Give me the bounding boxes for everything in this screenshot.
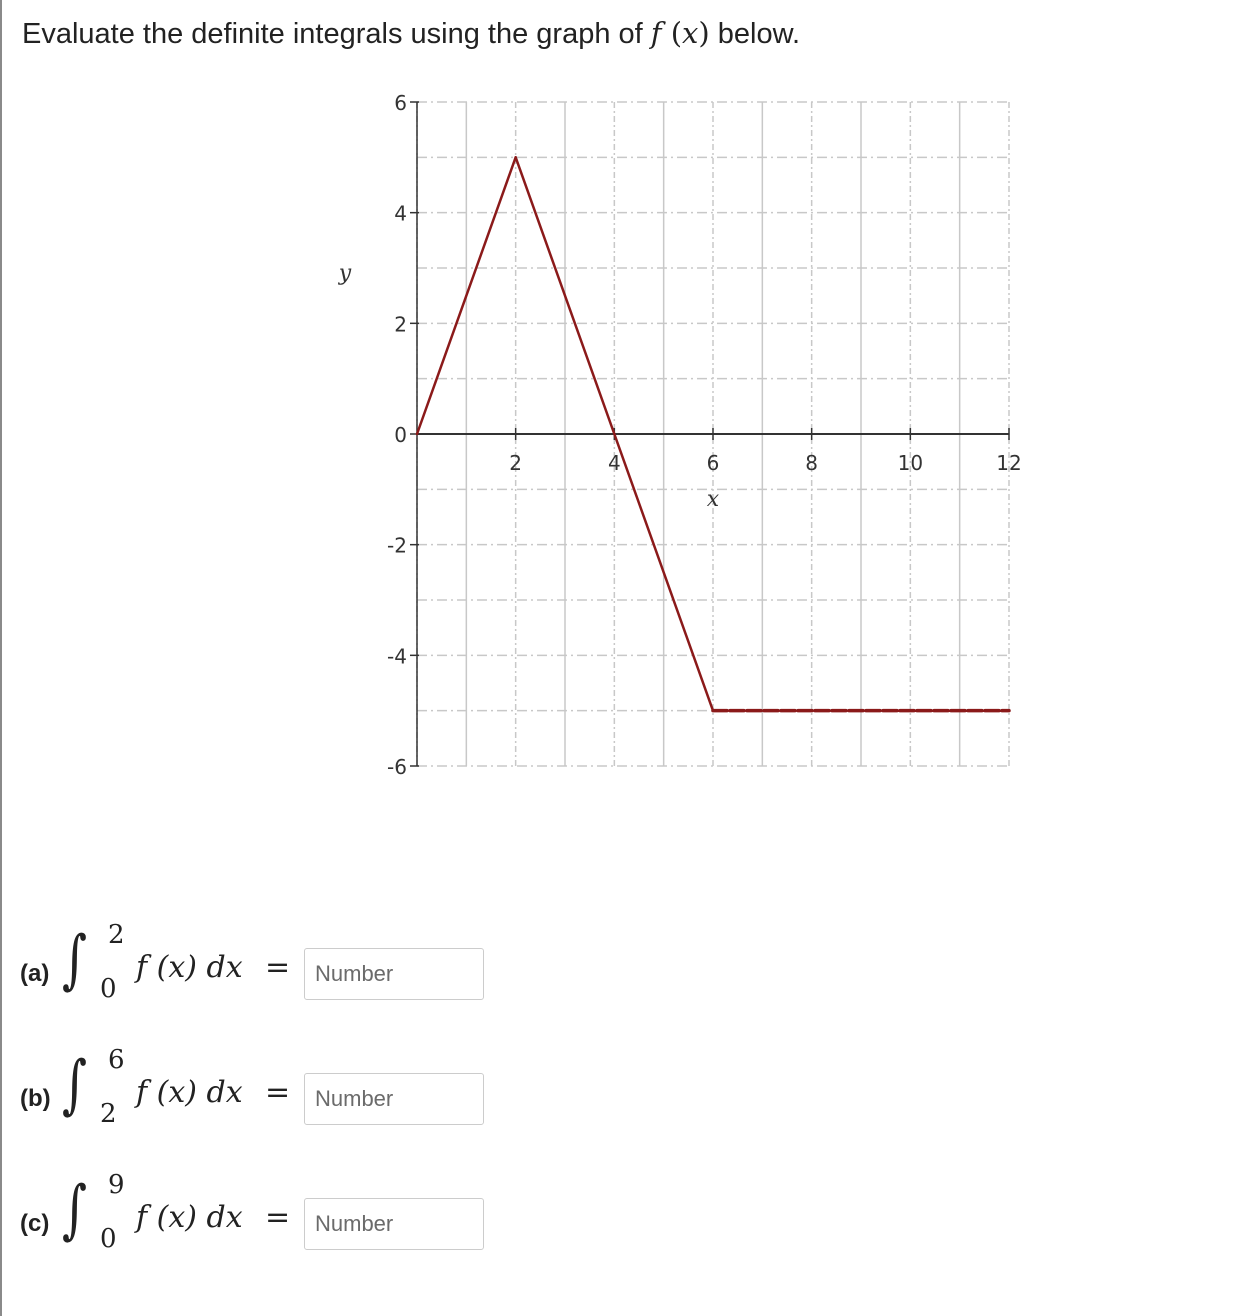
prompt-function-name: f bbox=[650, 16, 662, 50]
x-tick-label: 6 bbox=[706, 451, 720, 475]
answer-input-a[interactable] bbox=[304, 948, 484, 1000]
function-graph bbox=[320, 82, 1040, 792]
integral-sign-icon: ∫ bbox=[62, 1048, 88, 1122]
answer-input-c[interactable] bbox=[304, 1198, 484, 1250]
integrand: f (x) dx bbox=[136, 950, 243, 985]
prompt-text-after: below. bbox=[709, 18, 801, 50]
y-axis-label: y bbox=[338, 261, 352, 286]
integral-sign-icon: ∫ bbox=[62, 923, 88, 997]
y-tick-label: -4 bbox=[387, 644, 407, 669]
question-c-label: (c) bbox=[20, 1210, 50, 1237]
x-tick-label: 2 bbox=[509, 451, 523, 475]
lower-limit: 0 bbox=[100, 974, 117, 1004]
lower-limit: 2 bbox=[100, 1099, 117, 1129]
lower-limit: 0 bbox=[100, 1224, 117, 1254]
prompt-function-notation bbox=[651, 16, 710, 50]
prompt-paren-close: ) bbox=[698, 16, 710, 50]
x-axis-label: x bbox=[706, 487, 720, 512]
prompt-text-before: Evaluate the definite integrals using the graph of bbox=[22, 18, 651, 50]
equals-sign: = bbox=[265, 950, 291, 985]
y-tick-label: -2 bbox=[387, 533, 407, 558]
integrand: f (x) dx bbox=[136, 1200, 243, 1235]
answer-input-b[interactable] bbox=[304, 1073, 484, 1125]
y-tick-label: -6 bbox=[387, 755, 407, 779]
question-b bbox=[20, 1045, 540, 1165]
equals-sign: = bbox=[265, 1200, 291, 1235]
x-tick-label: 12 bbox=[996, 451, 1022, 475]
question-c bbox=[20, 1170, 540, 1290]
prompt-variable: x bbox=[682, 16, 699, 50]
y-tick-label: 4 bbox=[394, 201, 407, 226]
x-tick-label: 8 bbox=[805, 451, 819, 475]
y-tick-label: 2 bbox=[394, 312, 407, 337]
integral-sign-icon: ∫ bbox=[62, 1173, 88, 1247]
question-prompt bbox=[22, 16, 800, 51]
upper-limit: 2 bbox=[108, 920, 125, 950]
upper-limit: 6 bbox=[108, 1045, 125, 1075]
question-a-label: (a) bbox=[20, 960, 50, 987]
upper-limit: 9 bbox=[108, 1170, 125, 1200]
prompt-paren-open: ( bbox=[670, 16, 683, 50]
question-b-label: (b) bbox=[20, 1085, 51, 1112]
y-tick-label: 0 bbox=[394, 423, 407, 447]
x-tick-label: 4 bbox=[607, 451, 621, 475]
integrand: f (x) dx bbox=[136, 1075, 243, 1110]
x-tick-label: 10 bbox=[897, 451, 924, 475]
y-tick-label: 6 bbox=[394, 91, 407, 115]
equals-sign: = bbox=[265, 1075, 291, 1110]
question-a bbox=[20, 920, 540, 1040]
